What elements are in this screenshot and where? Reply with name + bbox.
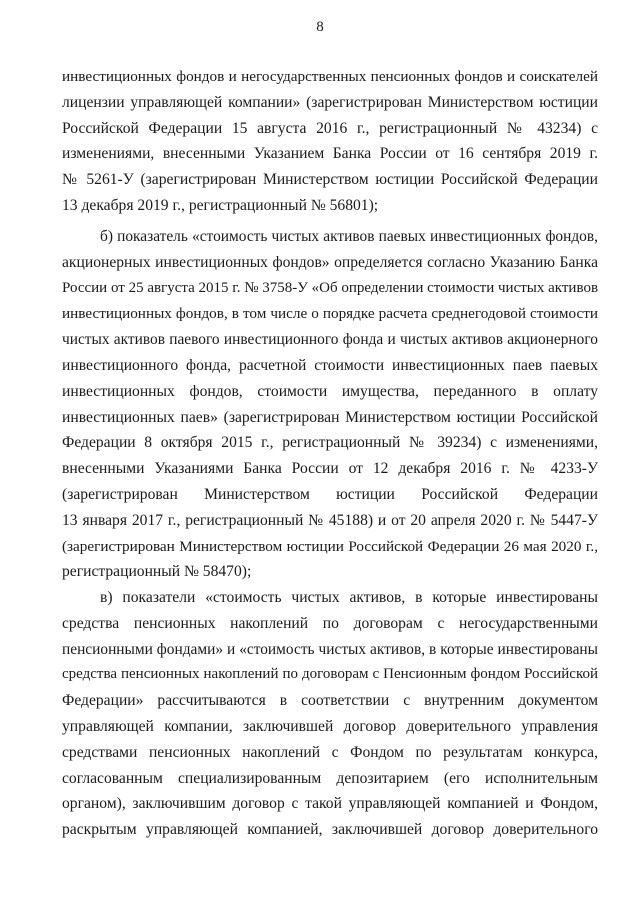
text-line: России от 25 августа 2015 г. № 3758-У «Об определении стоимости чистых активов	[62, 279, 599, 296]
text-line: средства пенсионных накоплений по договорам с Пенсионным фондом Российской	[62, 666, 598, 683]
text-line: Федерации 8 октября 2015 г., регистрационный № 39234) с изменениями,	[62, 434, 598, 452]
text-line: (зарегистрирован Министерством юстиции Российской Федерации	[62, 485, 598, 503]
text-line: регистрационный № 58470);	[62, 563, 252, 581]
text-line: 13 января 2017 г., регистрационный № 45188) и от 20 апреля 2020 г. № 5447-У	[62, 511, 598, 529]
text-line: согласованным специализированным депозитарием (его исполнительным	[62, 769, 598, 787]
text-line: акционерных инвестиционных фондов» определяется согласно Указанию Банка	[62, 253, 598, 271]
text-line: чистых активов паевого инвестиционного фонда и чистых активов акционерного	[62, 331, 598, 349]
text-line: № 5261-У (зарегистрирован Министерством юстиции Российской Федерации	[62, 171, 598, 189]
text-line: Российской Федерации 15 августа 2016 г., регистрационный № 43234) с	[62, 119, 598, 137]
text-line: б) показатель «стоимость чистых активов паевых инвестиционных фондов,	[100, 228, 598, 245]
text-line: инвестиционных фондов, стоимости имущества, переданного в оплату	[62, 382, 598, 400]
text-line: инвестиционных фондов и негосударственных пенсионных фондов и соискателей	[62, 68, 598, 85]
text-line: в) показатели «стоимость чистых активов, в которые инвестированы	[100, 589, 598, 606]
paragraph-item-v	[62, 585, 598, 843]
text-line: 13 декабря 2019 г., регистрационный № 56801);	[62, 196, 379, 214]
text-line: раскрытым управляющей компанией, заключившей договор доверительного	[62, 821, 598, 839]
paragraph-continuation	[62, 64, 598, 219]
text-line: пенсионными фондами» и «стоимость чистых активов, в которые инвестированы	[62, 640, 598, 658]
text-line: изменениями, внесенными Указанием Банка России от 16 сентября 2019 г.	[62, 145, 598, 163]
text-line: внесенными Указаниями Банка России от 12 декабря 2016 г. № 4233-У	[62, 460, 598, 478]
text-line: инвестиционных паев» (зарегистрирован Министерством юстиции Российской	[62, 408, 598, 426]
text-line: лицензии управляющей компании» (зарегистрирован Министерством юстиции	[62, 93, 598, 111]
text-line: (зарегистрирован Министерством юстиции Российской Федерации 26 мая 2020 г.,	[62, 537, 598, 555]
text-line: управляющей компании, заключившей договор доверительного управления	[62, 717, 598, 735]
text-line: средства пенсионных накоплений по договорам с негосударственными	[62, 614, 598, 632]
paragraph-item-b	[62, 224, 598, 585]
text-line: органом), заключившим договор с такой управляющей компанией и Фондом,	[62, 795, 598, 813]
text-line: инвестиционных фондов, в том числе о порядке расчета среднегодовой стоимости	[62, 305, 598, 323]
page-number: 8	[316, 19, 324, 35]
text-line: Федерации» рассчитываются в соответствии с внутренним документом	[62, 692, 598, 710]
text-line: средствами пенсионных накоплений с Фондом по результатам конкурса,	[62, 743, 598, 761]
text-line: инвестиционного фонда, расчетной стоимости инвестиционных паев паевых	[62, 356, 598, 374]
